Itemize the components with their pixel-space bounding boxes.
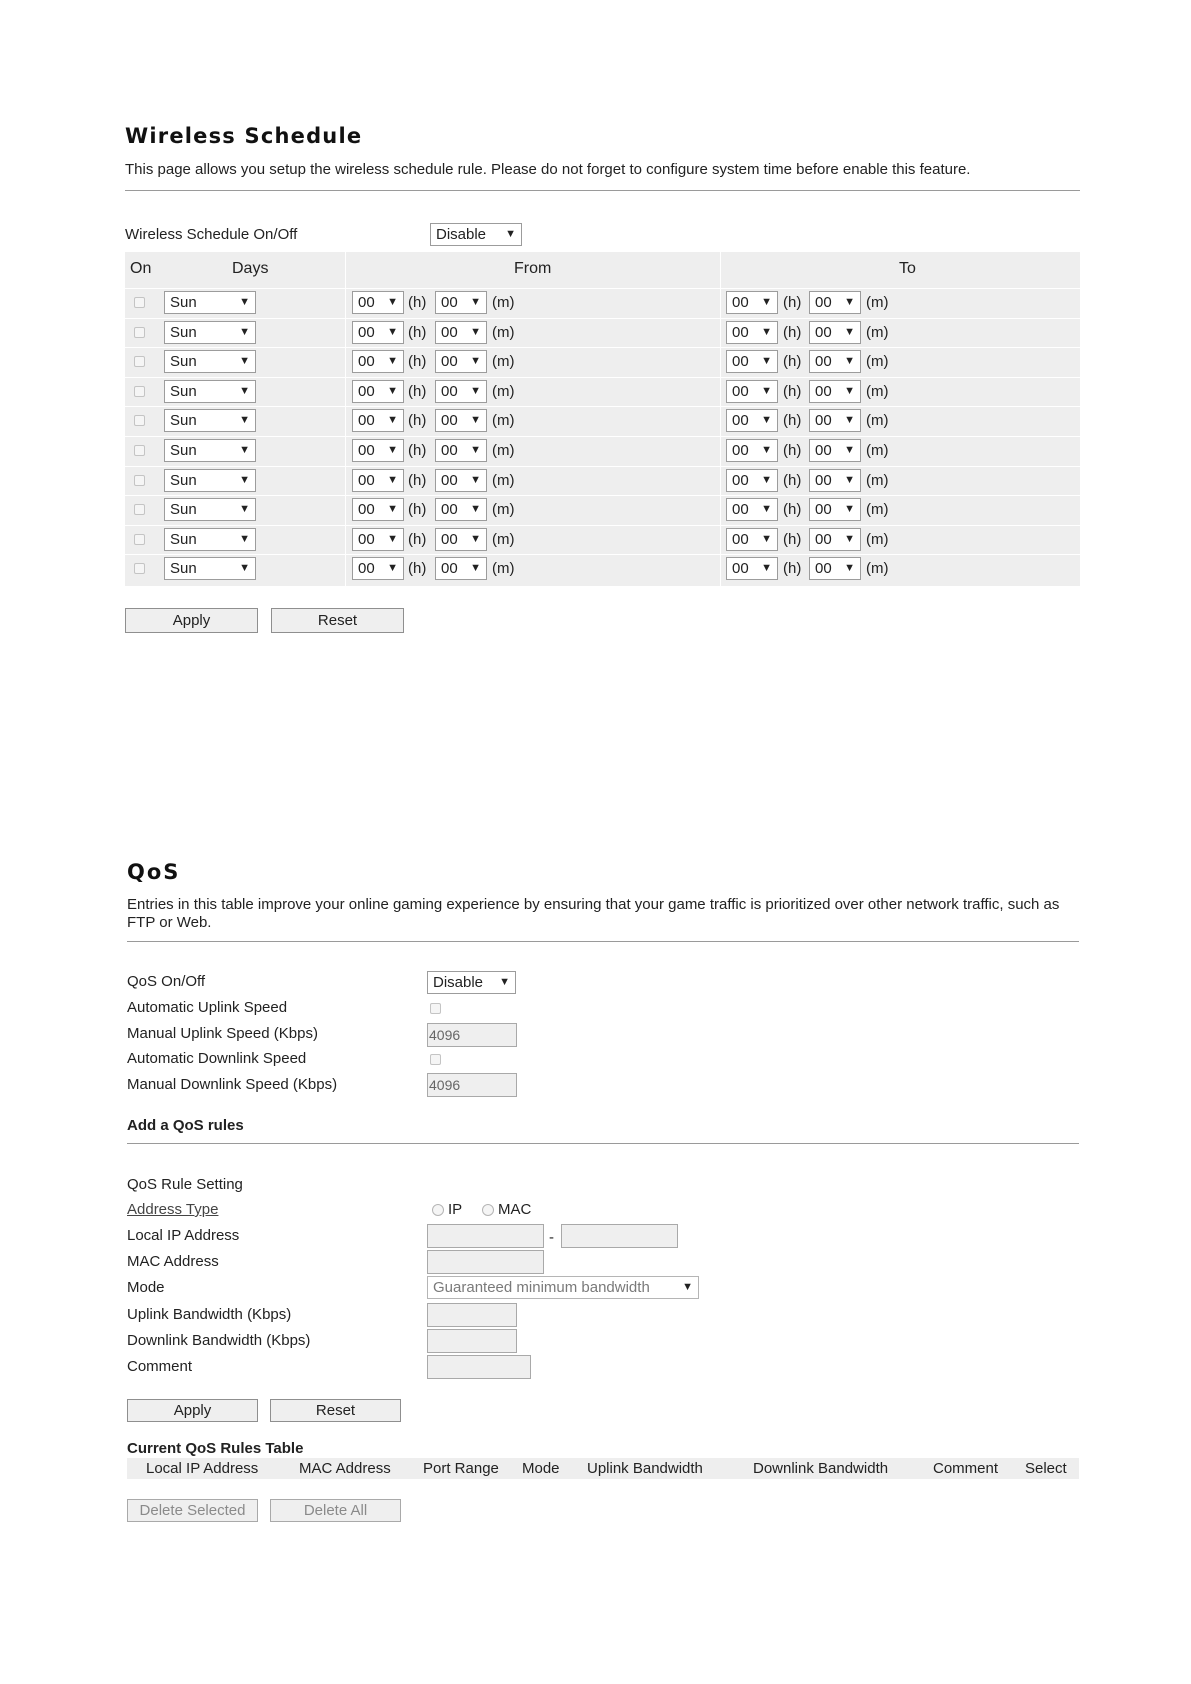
chevron-down-icon: ▼ [761,444,772,456]
minute-unit-label: (m) [492,560,515,578]
chevron-down-icon: ▼ [387,503,398,516]
downlink-bandwidth-input[interactable] [427,1329,517,1353]
minute-unit-label: (m) [866,382,889,400]
qos-onoff-select[interactable] [427,971,516,994]
manual-downlink-input[interactable]: 4096 [427,1073,517,1097]
schedule-row [125,288,1080,316]
day-select-value: Sun [170,442,197,459]
qos-onoff-label: QoS On/Off [127,973,206,990]
chevron-down-icon: ▼ [470,384,481,397]
qos-title: QoS [127,860,181,884]
qos-col-comment: Comment [933,1460,999,1477]
ws-apply-button[interactable]: Apply [125,608,258,633]
schedule-row [125,406,1080,434]
address-type-ip-radio[interactable] [432,1204,444,1216]
minute-unit-label: (m) [492,501,515,519]
from-hour-select-value: 00 [358,442,375,459]
chevron-down-icon: ▼ [844,444,855,456]
from-hour-select-value: 00 [358,382,375,400]
from-minute-select-value: 00 [441,560,458,578]
chevron-down-icon: ▼ [387,325,398,338]
minute-unit-label: (m) [866,560,889,578]
day-select[interactable] [164,321,256,344]
hour-unit-label: (h) [408,382,427,400]
minute-unit-label: (m) [866,471,889,489]
day-select-value: Sun [170,294,197,311]
from-minute-select-value: 00 [441,294,458,311]
to-hour-select-value: 00 [732,323,749,341]
day-select[interactable] [164,439,256,462]
to-hour-select-value: 00 [732,382,749,400]
chevron-down-icon: ▼ [239,444,250,456]
to-hour-select-value: 00 [732,471,749,489]
chevron-down-icon: ▼ [239,325,250,338]
to-hour-select[interactable] [726,557,778,580]
from-hour-select-value: 00 [358,323,375,341]
day-select[interactable] [164,498,256,521]
to-minute-select[interactable] [809,557,861,580]
chevron-down-icon: ▼ [844,532,855,545]
to-minute-select[interactable] [809,350,861,373]
divider [125,190,1080,191]
delete-all-button[interactable]: Delete All [270,1499,401,1522]
hour-unit-label: (h) [783,382,802,400]
chevron-down-icon: ▼ [387,444,398,456]
schedule-enable-checkbox[interactable] [134,415,145,426]
minute-unit-label: (m) [492,412,515,430]
chevron-down-icon: ▼ [844,503,855,516]
from-minute-select[interactable] [435,380,487,403]
to-hour-select[interactable] [726,321,778,344]
schedule-enable-checkbox[interactable] [134,475,145,486]
chevron-down-icon: ▼ [761,384,772,397]
hour-unit-label: (h) [408,323,427,341]
hour-unit-label: (h) [783,501,802,519]
qos-col-select: Select [1025,1460,1067,1477]
chevron-down-icon: ▼ [239,473,250,486]
wireless-schedule-onoff-label: Wireless Schedule On/Off [125,226,298,243]
to-minute-select-value: 00 [815,353,832,371]
chevron-down-icon: ▼ [239,562,250,575]
minute-unit-label: (m) [492,323,515,341]
from-hour-select[interactable] [352,439,404,462]
to-hour-select-value: 00 [732,353,749,371]
minute-unit-label: (m) [866,353,889,371]
chevron-down-icon: ▼ [470,503,481,516]
day-select[interactable] [164,409,256,432]
from-minute-select[interactable] [435,350,487,373]
day-select-value: Sun [170,560,197,578]
auto-downlink-label: Automatic Downlink Speed [127,1050,307,1067]
chevron-down-icon: ▼ [761,503,772,516]
chevron-down-icon: ▼ [761,355,772,368]
day-select-value: Sun [170,501,197,519]
hour-unit-label: (h) [783,560,802,578]
qos-rules-table-title: Current QoS Rules Table [127,1440,304,1457]
to-hour-select[interactable] [726,291,778,314]
chevron-down-icon: ▼ [239,355,250,368]
schedule-row [125,377,1080,405]
minute-unit-label: (m) [866,323,889,341]
from-hour-select[interactable] [352,291,404,314]
from-minute-select[interactable] [435,498,487,521]
hour-unit-label: (h) [783,442,802,459]
chevron-down-icon: ▼ [470,532,481,545]
minute-unit-label: (m) [492,294,515,311]
from-minute-select-value: 00 [441,323,458,341]
header-on: On [130,260,152,277]
header-days: Days [232,260,269,277]
day-select[interactable] [164,380,256,403]
hour-unit-label: (h) [408,442,427,459]
downlink-bandwidth-label: Downlink Bandwidth (Kbps) [127,1332,311,1349]
chevron-down-icon: ▼ [387,473,398,486]
from-hour-select-value: 00 [358,471,375,489]
from-hour-select[interactable] [352,469,404,492]
auto-downlink-checkbox[interactable] [430,1054,441,1065]
to-minute-select-value: 00 [815,412,832,430]
hour-unit-label: (h) [783,412,802,430]
manual-uplink-input[interactable]: 4096 [427,1023,517,1047]
divider [127,1143,1079,1144]
chevron-down-icon: ▼ [682,1281,693,1293]
hour-unit-label: (h) [408,560,427,578]
qos-col-downlink: Downlink Bandwidth [753,1460,889,1477]
hour-unit-label: (h) [408,294,427,311]
chevron-down-icon: ▼ [470,562,481,575]
manual-downlink-label: Manual Downlink Speed (Kbps) [127,1076,338,1093]
to-minute-select-value: 00 [815,323,832,341]
address-type-ip-label: IP [448,1201,463,1218]
minute-unit-label: (m) [866,501,889,519]
to-hour-select-value: 00 [732,501,749,519]
chevron-down-icon: ▼ [239,503,250,516]
chevron-down-icon: ▼ [387,414,398,427]
comment-label: Comment [127,1358,193,1375]
to-hour-select[interactable] [726,469,778,492]
to-hour-select[interactable] [726,380,778,403]
wireless-schedule-title: Wireless Schedule [125,124,363,148]
day-select[interactable] [164,469,256,492]
qos-col-mac: MAC Address [299,1460,391,1477]
delete-selected-button[interactable]: Delete Selected [127,1499,258,1522]
from-minute-select-value: 00 [441,353,458,371]
minute-unit-label: (m) [866,412,889,430]
qos-col-uplink: Uplink Bandwidth [587,1460,703,1477]
schedule-enable-checkbox[interactable] [134,297,145,308]
chevron-down-icon: ▼ [844,384,855,397]
chevron-down-icon: ▼ [387,355,398,368]
to-minute-select[interactable] [809,439,861,462]
wireless-schedule-onoff-value: Disable [436,226,487,243]
schedule-row [125,318,1080,346]
from-hour-select-value: 00 [358,412,375,430]
to-hour-select-value: 00 [732,442,749,459]
from-minute-select[interactable] [435,557,487,580]
chevron-down-icon: ▼ [470,444,481,456]
chevron-down-icon: ▼ [239,384,250,397]
address-type-mac-label: MAC [498,1201,532,1218]
uplink-bandwidth-input[interactable] [427,1303,517,1327]
chevron-down-icon: ▼ [470,414,481,427]
minute-unit-label: (m) [866,530,889,548]
hour-unit-label: (h) [408,501,427,519]
to-minute-select-value: 00 [815,501,832,519]
schedule-enable-checkbox[interactable] [134,563,145,574]
qos-col-port-range: Port Range [423,1460,499,1477]
schedule-enable-checkbox[interactable] [134,534,145,545]
to-minute-select-value: 00 [815,530,832,548]
hour-unit-label: (h) [408,353,427,371]
chevron-down-icon: ▼ [239,532,250,545]
chevron-down-icon: ▼ [761,532,772,545]
schedule-row [125,466,1080,494]
hour-unit-label: (h) [783,471,802,489]
chevron-down-icon: ▼ [844,473,855,486]
chevron-down-icon: ▼ [761,414,772,427]
chevron-down-icon: ▼ [239,414,250,427]
hour-unit-label: (h) [408,530,427,548]
day-select-value: Sun [170,471,197,489]
chevron-down-icon: ▼ [844,355,855,368]
minute-unit-label: (m) [492,471,515,489]
day-select-value: Sun [170,323,197,341]
hour-unit-label: (h) [783,294,802,311]
local-ip-label: Local IP Address [127,1227,240,1244]
chevron-down-icon: ▼ [470,325,481,338]
day-select-value: Sun [170,382,197,400]
wireless-schedule-onoff-select[interactable] [430,223,522,246]
schedule-enable-checkbox[interactable] [134,327,145,338]
schedule-table [125,252,1080,586]
qos-col-mode: Mode [522,1460,560,1477]
schedule-enable-checkbox[interactable] [134,504,145,515]
to-hour-select[interactable] [726,409,778,432]
from-hour-select[interactable] [352,528,404,551]
to-hour-select-value: 00 [732,412,749,430]
schedule-enable-checkbox[interactable] [134,356,145,367]
chevron-down-icon: ▼ [844,325,855,338]
day-select[interactable] [164,528,256,551]
schedule-row [125,347,1080,375]
to-minute-select[interactable] [809,321,861,344]
from-hour-select-value: 00 [358,353,375,371]
mac-address-input[interactable] [427,1250,544,1274]
to-hour-select-value: 00 [732,560,749,578]
local-ip-start-input[interactable] [427,1224,544,1248]
hour-unit-label: (h) [783,323,802,341]
from-hour-select-value: 00 [358,530,375,548]
schedule-row [125,495,1080,523]
chevron-down-icon: ▼ [761,562,772,575]
header-to: To [899,260,916,277]
to-hour-select-value: 00 [732,530,749,548]
from-hour-select[interactable] [352,409,404,432]
minute-unit-label: (m) [492,382,515,400]
minute-unit-label: (m) [866,294,889,311]
auto-uplink-label: Automatic Uplink Speed [127,999,288,1016]
chevron-down-icon: ▼ [761,473,772,486]
to-hour-select[interactable] [726,350,778,373]
chevron-down-icon: ▼ [387,384,398,397]
from-hour-select[interactable] [352,350,404,373]
divider [127,941,1079,942]
from-minute-select[interactable] [435,321,487,344]
chevron-down-icon: ▼ [387,296,398,308]
to-minute-select-value: 00 [815,560,832,578]
minute-unit-label: (m) [866,442,889,459]
schedule-row [125,525,1080,553]
to-minute-select[interactable] [809,409,861,432]
to-minute-select-value: 00 [815,471,832,489]
from-hour-select-value: 00 [358,501,375,519]
chevron-down-icon: ▼ [844,562,855,575]
hour-unit-label: (h) [783,530,802,548]
to-minute-select[interactable] [809,469,861,492]
to-hour-select[interactable] [726,439,778,462]
chevron-down-icon: ▼ [499,976,510,988]
chevron-down-icon: ▼ [844,296,855,308]
qos-apply-button[interactable]: Apply [127,1399,258,1422]
qos-reset-button[interactable]: Reset [270,1399,401,1422]
from-hour-select[interactable] [352,321,404,344]
to-hour-select-value: 00 [732,294,749,311]
address-type-mac-radio[interactable] [482,1204,494,1216]
to-hour-select[interactable] [726,528,778,551]
qos-rules-table-header [127,1458,1079,1479]
to-minute-select[interactable] [809,498,861,521]
from-hour-select-value: 00 [358,294,375,311]
auto-uplink-checkbox[interactable] [430,1003,441,1014]
from-minute-select[interactable] [435,409,487,432]
minute-unit-label: (m) [492,353,515,371]
day-select[interactable] [164,557,256,580]
qos-col-local-ip: Local IP Address [146,1460,259,1477]
hour-unit-label: (h) [408,471,427,489]
comment-input[interactable] [427,1355,531,1379]
to-minute-select-value: 00 [815,442,832,459]
ip-range-dash: - [549,1229,554,1246]
from-minute-select-value: 00 [441,412,458,430]
from-hour-select[interactable] [352,557,404,580]
wireless-schedule-description: This page allows you setup the wireless schedule rule. Please do not forget to configure system time before enable this feature. [125,161,971,178]
chevron-down-icon: ▼ [505,228,516,240]
chevron-down-icon: ▼ [844,414,855,427]
day-select-value: Sun [170,412,197,430]
mode-select[interactable] [427,1276,699,1299]
from-minute-select-value: 00 [441,442,458,459]
ws-reset-button[interactable]: Reset [271,608,404,633]
chevron-down-icon: ▼ [387,562,398,575]
from-hour-select-value: 00 [358,560,375,578]
from-minute-select[interactable] [435,291,487,314]
from-hour-select[interactable] [352,498,404,521]
qos-onoff-value: Disable [433,974,484,991]
from-minute-select[interactable] [435,469,487,492]
chevron-down-icon: ▼ [761,296,772,308]
to-minute-select[interactable] [809,528,861,551]
uplink-bandwidth-label: Uplink Bandwidth (Kbps) [127,1306,292,1323]
from-minute-select[interactable] [435,439,487,462]
day-select-value: Sun [170,353,197,371]
schedule-enable-checkbox[interactable] [134,445,145,456]
from-minute-select-value: 00 [441,530,458,548]
chevron-down-icon: ▼ [239,296,250,308]
mode-value: Guaranteed minimum bandwidth [433,1279,650,1296]
schedule-row [125,436,1080,464]
chevron-down-icon: ▼ [470,473,481,486]
to-hour-select[interactable] [726,498,778,521]
address-type-link[interactable]: Address Type [127,1201,219,1218]
manual-uplink-label: Manual Uplink Speed (Kbps) [127,1025,318,1042]
day-select-value: Sun [170,530,197,548]
minute-unit-label: (m) [492,530,515,548]
from-minute-select-value: 00 [441,501,458,519]
to-minute-select[interactable] [809,291,861,314]
local-ip-end-input[interactable] [561,1224,678,1248]
to-minute-select[interactable] [809,380,861,403]
to-minute-select-value: 00 [815,382,832,400]
chevron-down-icon: ▼ [470,296,481,308]
add-qos-rules-heading: Add a QoS rules [127,1117,244,1134]
chevron-down-icon: ▼ [761,325,772,338]
from-minute-select[interactable] [435,528,487,551]
schedule-row [125,554,1080,582]
qos-rule-setting-label: QoS Rule Setting [127,1176,243,1193]
chevron-down-icon: ▼ [387,532,398,545]
day-select[interactable] [164,350,256,373]
mac-address-label: MAC Address [127,1253,219,1270]
mode-label: Mode [127,1279,165,1296]
from-hour-select[interactable] [352,380,404,403]
to-minute-select-value: 00 [815,294,832,311]
schedule-enable-checkbox[interactable] [134,386,145,397]
header-from: From [514,260,552,277]
chevron-down-icon: ▼ [470,355,481,368]
minute-unit-label: (m) [492,442,515,459]
from-minute-select-value: 00 [441,471,458,489]
hour-unit-label: (h) [783,353,802,371]
qos-description: Entries in this table improve your online gaming experience by ensuring that your game traffic is prioritized over other network traffic, such as FTP or Web. [127,896,1060,931]
from-minute-select-value: 00 [441,382,458,400]
day-select[interactable] [164,291,256,314]
hour-unit-label: (h) [408,412,427,430]
